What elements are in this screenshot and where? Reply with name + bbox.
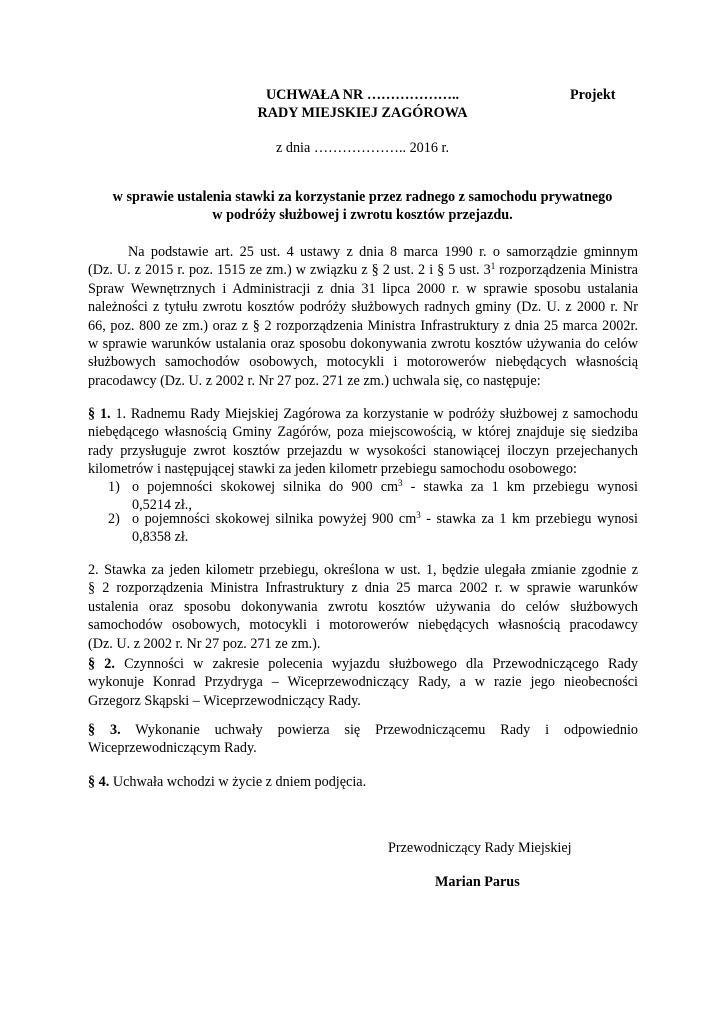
paragraph-line: rady przysługuje zwrot kosztów przejazdu w wysokości stanowiącej iloczyn przejechanych [88,442,638,459]
resolution-title: UCHWAŁA NR ……………….. [265,87,460,103]
draft-label: Projekt [570,87,616,103]
paragraph-4 [88,773,638,791]
preamble-line [88,261,638,279]
signatory-name: Marian Parus [435,874,520,890]
preamble-text: (Dz. U. z 2015 r. poz. 1515 ze zm.) w związku z § 2 ust. 2 i § 5 ust. 3 [88,262,491,279]
preamble-line: należności z tytułu zwrotu kosztów podróży służbowych radnych gminy (Dz. U. z 2000 r. Nr [88,299,638,316]
signatory-role: Przewodniczący Rady Miejskiej [388,840,572,856]
paragraph-line: samochodów osobowych, motocykli i motorowerów niebędących własnością pracodawcy [88,617,638,634]
preamble [88,243,638,390]
footnote-mark: 1 [490,261,496,272]
paragraph-line: ustalenia oraz sposobu dokonywania zwrotu kosztów używania do celów służbowych [88,598,638,615]
paragraph-mark: § 2. [88,656,115,672]
paragraph-line [88,721,638,739]
list-text-part: - stawka za 1 km przebiegu wynosi [420,511,638,527]
paragraph-1-point-2 [88,561,638,653]
list-value: 0,5214 zł., [132,497,192,514]
paragraph-mark: § 3. [88,722,121,738]
paragraph-text: Uchwała wchodzi w życie z dniem podjęcia. [109,774,367,790]
resolution-date: z dnia ……………….. 2016 r. [276,140,449,156]
paragraph-line [88,405,638,423]
subject-line-2: w podróży służbowej i zwrotu kosztów przejazdu. [212,207,513,223]
paragraph-line [88,655,638,673]
subject-line-1: w sprawie ustalenia stawki za korzystanie przez radnego z samochodu prywatnego [112,189,613,205]
council-name: RADY MIEJSKIEJ ZAGÓROWA [257,105,468,121]
paragraph-line: niebędącego własnością Gminy Zagórów, poza miejscowością, w której znajduje się siedziba [88,424,638,441]
paragraph-3 [88,721,638,758]
paragraph-line: Grzegorz Skąpski – Wiceprzewodniczący Rady. [88,692,361,709]
paragraph-line: Wiceprzewodniczącym Rady. [88,740,257,757]
list-number: 1) [108,479,120,495]
paragraph-line: 2. Stawka za jeden kilometr przebiegu, określona w ust. 1, będzie ulegała zmianie zgodnie z [88,562,638,578]
paragraph-mark: § 4. [88,774,110,790]
paragraph-line [88,773,638,791]
list-number: 2) [108,511,120,527]
paragraph-text: 1. Radnemu Rady Miejskiej Zagórowa za korzystanie w podróży służbowej z samochodu [110,406,639,422]
superscript: 3 [416,510,421,520]
paragraph-line: kilometrów i następującej stawki za jeden kilometr przebiegu samochodu osobowego: [88,461,577,478]
preamble-line: 66, poz. 800 ze zm.) oraz z § 2 rozporządzenia Ministra Infrastruktury z dnia 25 marca 2002r. [88,317,638,334]
paragraph-text: Czynności w zakresie polecenia wyjazdu służbowego dla Przewodniczącego Rady [114,656,638,672]
paragraph-mark: § 1. [88,406,111,422]
preamble-line: Na podstawie art. 25 ust. 4 ustawy z dnia 8 marca 1990 r. o samorządzie gminnym [128,244,638,260]
preamble-line: w sprawie warunków ustalania oraz sposobu dokonywania zwrotu kosztów używania do celów [88,335,638,352]
list-text-part: o pojemności skokowej silnika do 900 cm [132,479,399,495]
preamble-text: rozporządzenia Ministra [495,262,638,279]
list-text-part: o pojemności skokowej silnika powyżej 900 cm [132,511,417,527]
list-text [132,478,638,496]
preamble-line: Spraw Wewnętrznych i Administracji z dnia 31 lipca 2000 r. w sprawie sposobu ustalania [88,280,638,297]
paragraph-1 [88,405,638,479]
rate-list-item-2 [108,510,638,547]
paragraph-2 [88,655,638,710]
superscript: 3 [398,478,403,488]
paragraph-line: (Dz. U. z 2002 r. Nr 27 poz. 271 ze zm.). [88,635,321,652]
paragraph-line: § 2 rozporządzenia Ministra Infrastruktury z dnia 25 marca 2002 r. w sprawie warunków [88,580,638,597]
paragraph-text: Wykonanie uchwały powierza się Przewodniczącemu Rady i odpowiednio [120,722,639,738]
list-text-part: - stawka za 1 km przebiegu wynosi [402,479,638,495]
preamble-line: pracodawcy (Dz. U. z 2002 r. Nr 27 poz. 271 ze zm.) uchwala się, co następuje: [88,372,541,389]
preamble-line: służbowych samochodów osobowych, motocykli i motorowerów niebędących własnością [88,354,638,371]
list-value: 0,8358 zł. [132,529,189,546]
list-text [132,510,638,528]
paragraph-line: wykonuje Konrad Przydryga – Wiceprzewodniczący Rady, a w razie jego nieobecności [88,674,638,691]
